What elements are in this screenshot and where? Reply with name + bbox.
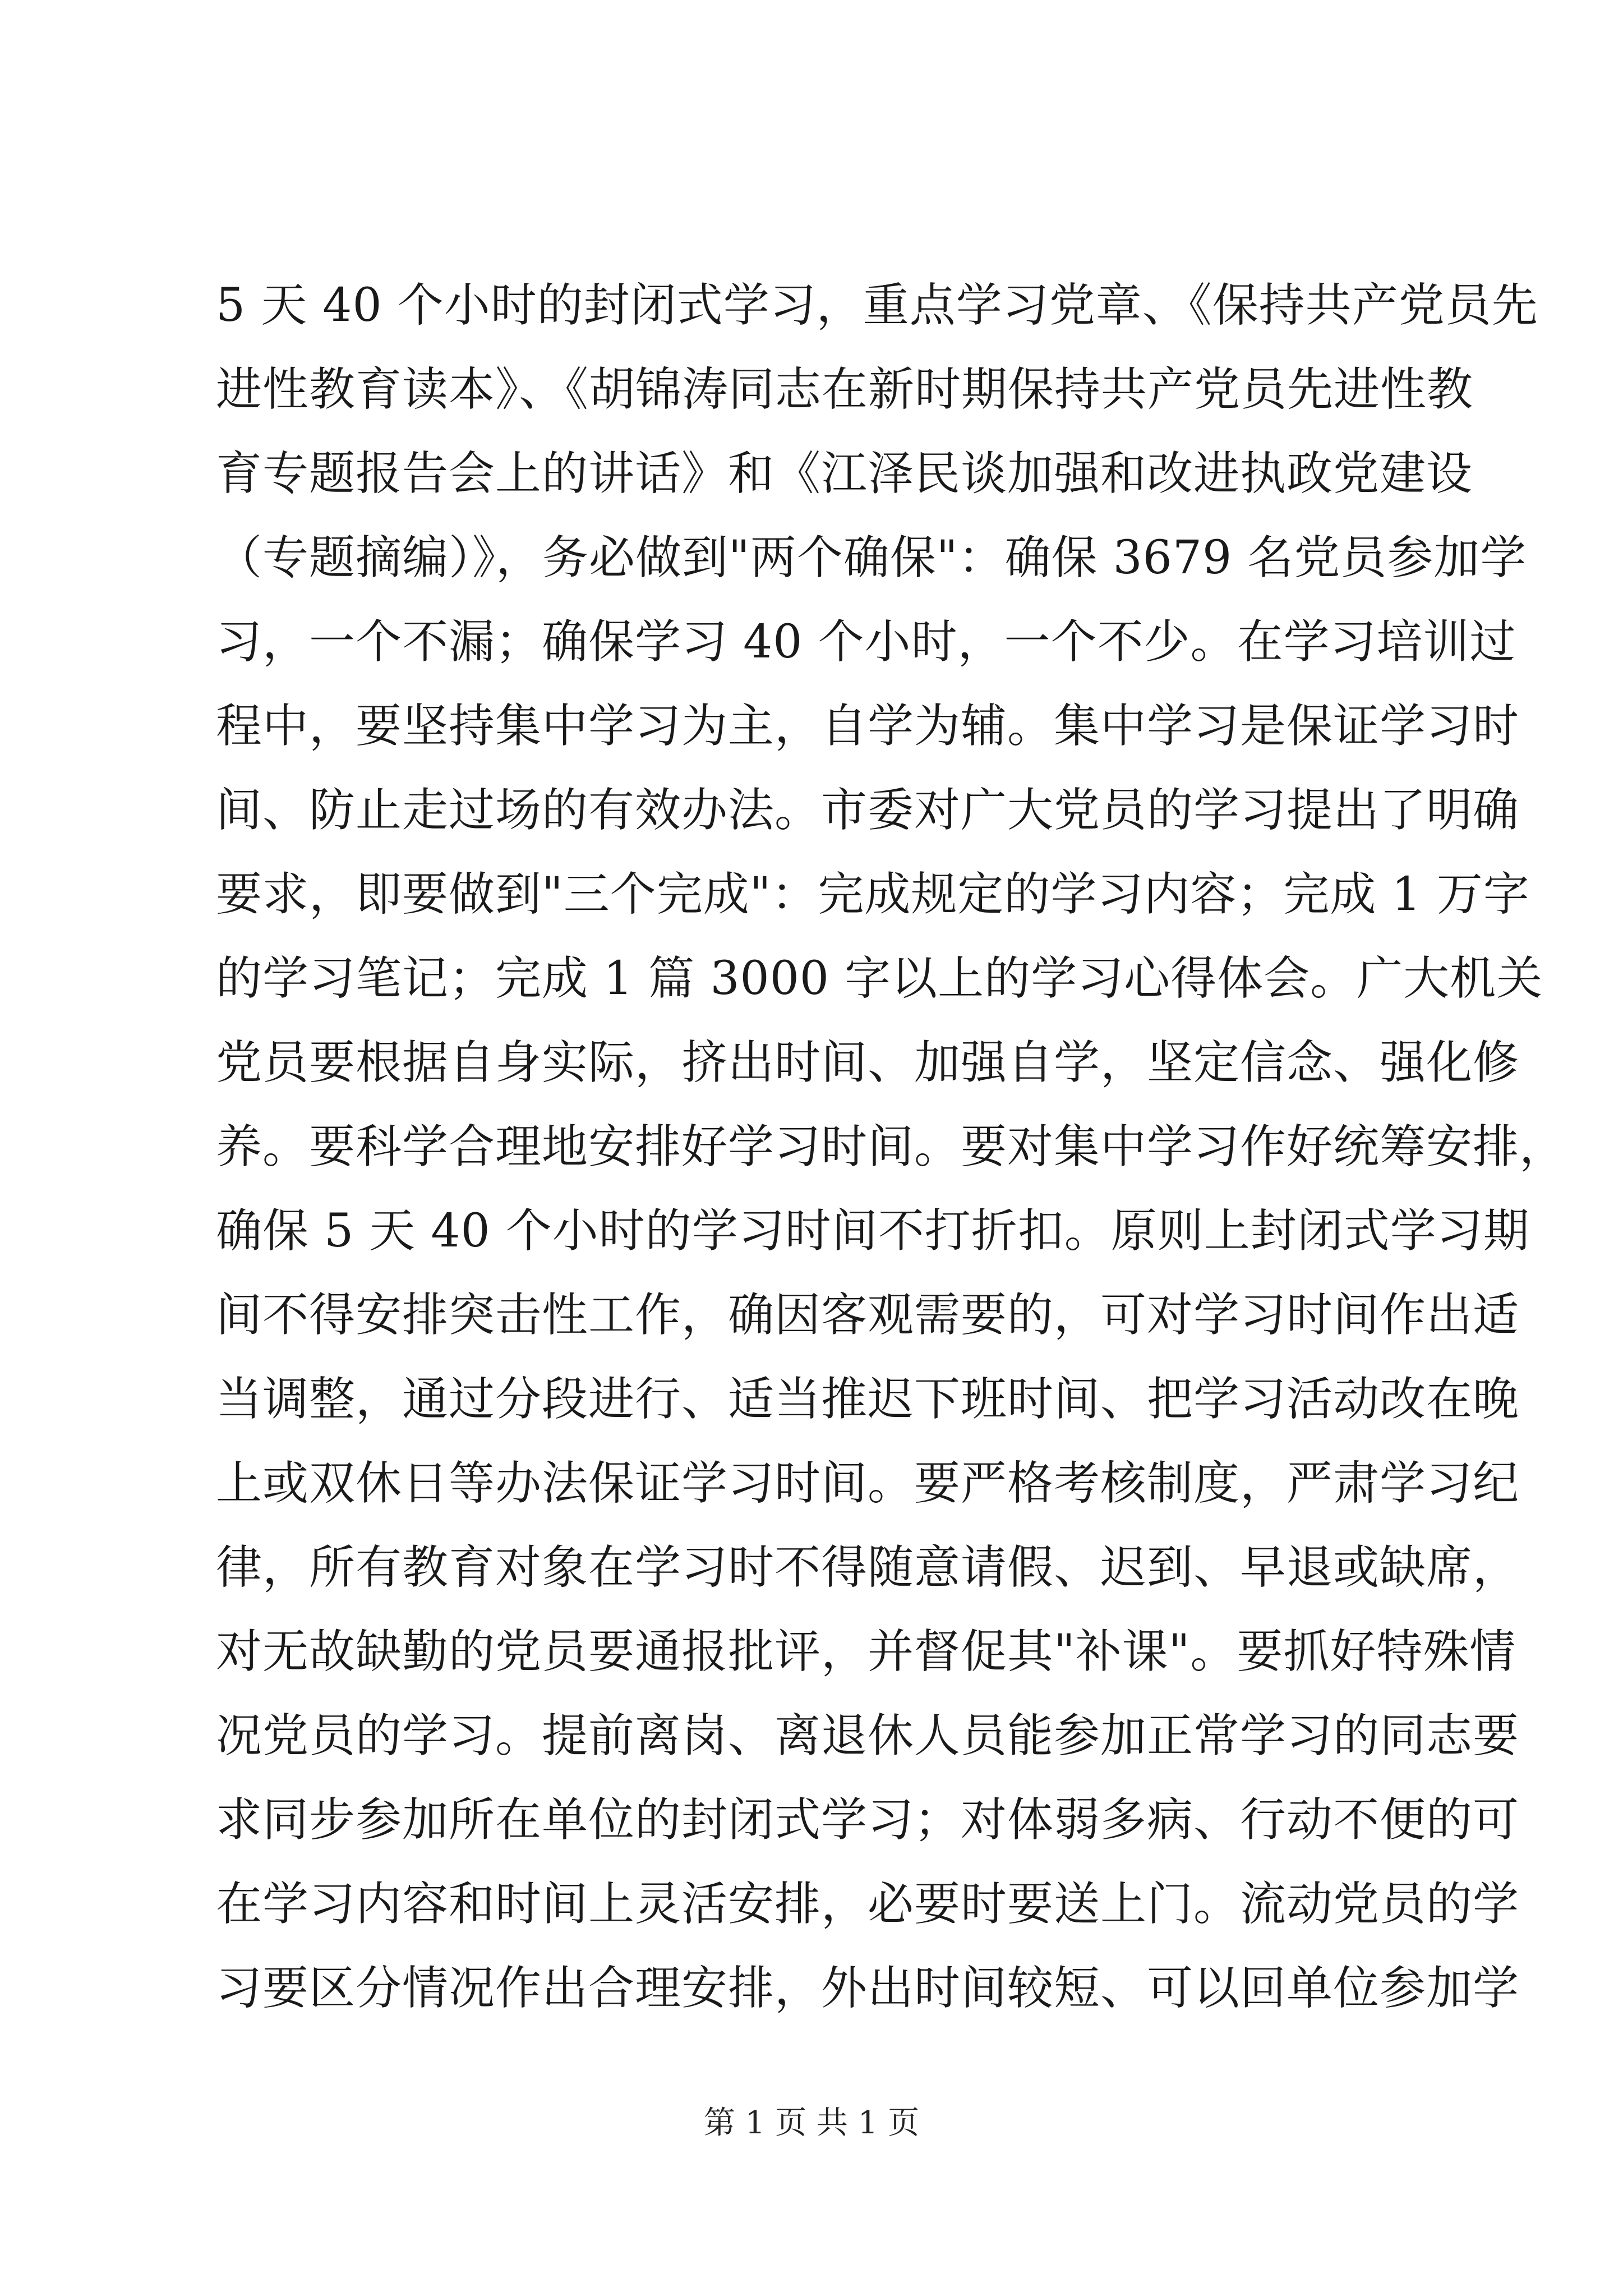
- text-line: 况党员的学习。提前离岗、离退休人员能参加正常学习的同志要: [216, 1709, 1520, 1763]
- text-line: 上或双休日等办法保证学习时间。要严格考核制度，严肃学习纪: [216, 1457, 1520, 1510]
- text-line: 求同步参加所在单位的封闭式学习；对体弱多病、行动不便的可: [216, 1793, 1520, 1847]
- text-line: 党员要根据自身实际，挤出时间、加强自学，坚定信念、强化修: [216, 1036, 1520, 1089]
- text-line: 的学习笔记；完成 1 篇 3000 字以上的学习心得体会。广大机关: [216, 952, 1543, 1005]
- text-line: 当调整，通过分段进行、适当推迟下班时间、把学习活动改在晚: [216, 1373, 1520, 1426]
- page-footer: 第 1 页 共 1 页: [703, 2105, 920, 2141]
- text-line: 确保 5 天 40 个小时的学习时间不打折扣。原则上封闭式学习期: [216, 1204, 1530, 1258]
- text-line: 育专题报告会上的讲话》和《江泽民谈加强和改进执政党建设: [216, 447, 1473, 500]
- text-line: 对无故缺勤的党员要通报批评，并督促其"补课"。要抓好特殊情: [216, 1625, 1516, 1678]
- text-line: 在学习内容和时间上灵活安排，必要时要送上门。流动党员的学: [216, 1878, 1520, 1931]
- text-line: 进性教育读本》、《胡锦涛同志在新时期保持共产党员先进性教: [216, 363, 1474, 416]
- text-line: 习，一个不漏；确保学习 40 个小时，一个不少。在学习培训过: [216, 615, 1516, 669]
- text-line: 要求，即要做到"三个完成"：完成规定的学习内容；完成 1 万字: [216, 868, 1530, 921]
- text-line: 间、防止走过场的有效办法。市委对广大党员的学习提出了明确: [216, 784, 1520, 837]
- text-line: 律，所有教育对象在学习时不得随意请假、迟到、早退或缺席，: [216, 1541, 1520, 1594]
- text-line: 程中，要坚持集中学习为主，自学为辅。集中学习是保证学习时: [216, 700, 1520, 753]
- text-line: （专题摘编）》，务必做到"两个确保"：确保 3679 名党员参加学: [216, 531, 1527, 585]
- text-line: 5 天 40 个小时的封闭式学习，重点学习党章、《保持共产党员先: [216, 279, 1538, 332]
- text-line: 习要区分情况作出合理安排，外出时间较短、可以回单位参加学: [216, 1962, 1520, 2015]
- body-text: [216, 264, 1566, 2031]
- text-line: 养。要科学合理地安排好学习时间。要对集中学习作好统筹安排，: [216, 1120, 1566, 1174]
- text-line: 间不得安排突击性工作，确因客观需要的，可对学习时间作出适: [216, 1289, 1520, 1342]
